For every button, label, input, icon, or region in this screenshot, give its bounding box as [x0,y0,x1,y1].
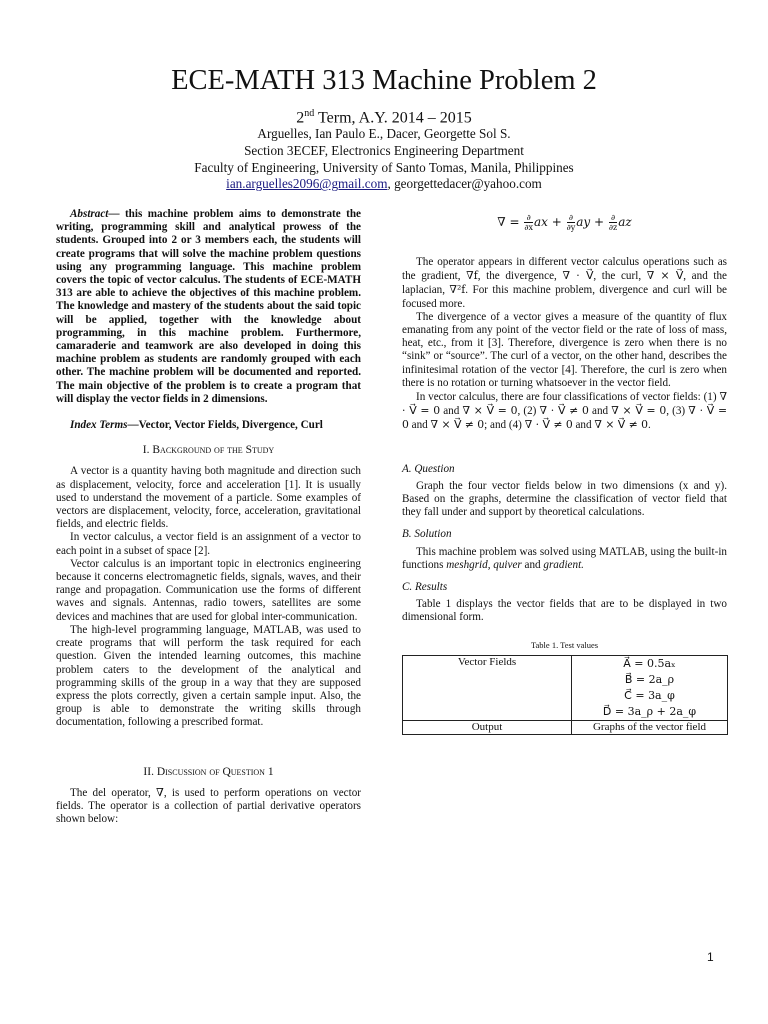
index-terms-label: Index Terms [70,419,128,432]
vector-c-value: C⃗ = 3a_φ [624,688,675,702]
index-terms-dash: — [127,419,139,432]
table-cell-label: Vector Fields [403,655,572,720]
vector-d-value: D⃗ = 3a_ρ + 2a_φ [602,704,697,718]
table-cell-output: Graphs of the vector field [572,720,728,734]
term-ordinal: 2 [296,109,305,127]
author-names: Arguelles, Ian Paulo E., Dacer, Georgette Sol S. [257,126,511,141]
email-separator: , [387,176,395,192]
divergence-math: ∇ · V⃗ [562,269,594,283]
section-1-paragraph: The high-level programming language, MATLAB, was used to create programs that will perform the task required for each question. Given the intended learning outcomes, this machine problem caters to the development of the analytical and programming skills of the group in a way that they are supposed express the plots correctly, given a certain sample input. Also, the group is able to demonstrate the writing skills through documentation, following a prescribed format. [56,623,361,729]
classification-paragraph: In vector calculus, there are four classifications of vector fields: (1) ∇ · V⃗ = 0 and ∇ × V⃗ = 0, (2) ∇ · V⃗ ≠ 0 and ∇ × V⃗ = 0, (3) ∇ · V⃗ = 0 and ∇ × V⃗ ≠ 0; and (4) ∇ · V⃗ ≠ 0 and ∇ × V⃗ ≠ 0. [402,390,728,432]
gradient-math: ∇f [466,269,478,283]
email-dacer: georgettedacer@yahoo.com [394,176,542,192]
partial-z-fraction: $\frac{\partial}{\partial z}$ [608,213,618,232]
abstract-dash: — [108,208,125,220]
results-paragraph: Table 1 displays the vector fields that are to be displayed in two dimensional form. [402,598,727,624]
formula-lhs: ∇ = [497,215,524,229]
subheading-question: A. Question [402,462,455,475]
index-terms [56,419,361,432]
abstract-text: this machine problem aims to demonstrate the writing, programming skill and analytical prowess of the students. Grouped into 2 or 3 members each, the students will create programs that will solve the machine problem questions using any programming language. This machine problem covers the topic of vector calculus. The students of ECE-MATH 313 are able to achieve the objectives of this machine problem. The knowledge and mastery of the students about the said topic will be applied, together with the knowledge about programming, in this machine problem. Furthermore, camaraderie and teamwork are also developed in doing this machine problem as students are randomly grouped with each other. The machine problem will be documented and reported. The main objective of the problem is to create a program that will display the vector fields in 2 dimensions. [56,208,361,405]
term-sup: nd [304,108,315,119]
curl-math: ∇ × V⃗ [646,269,684,283]
term-line [0,104,768,128]
partial-x-fraction: $\frac{\partial}{\partial x}$ [524,213,533,232]
author-section: Section 3ECEF, Electronics Engineering Department [244,142,524,158]
function-gradient: gradient. [543,558,584,571]
table-row [403,720,728,734]
abstract-label: Abstract [70,208,109,220]
vector-b-value: B⃗ = 2a_ρ [624,672,675,686]
laplacian-math: ∇²f [449,283,466,297]
author-emails [0,176,768,193]
partial-y-fraction: $\frac{\partial}{\partial y}$ [566,213,576,232]
author-faculty: Faculty of Engineering, University of Santo Tomas, Manila, Philippines [194,159,574,175]
vector-a-value: A⃗ = 0.5aₓ [623,656,676,670]
page-number: 1 [707,950,714,964]
operator-paragraph: The operator appears in different vector calculus operations such as the gradient, ∇f, the divergence, ∇ · V⃗, the curl, ∇ × V⃗, and the laplacian, ∇²f. For this machine problem, divergence and curl will be focused more. [402,256,727,310]
paper-title: ECE-MATH 313 Machine Problem 2 [171,65,597,96]
subheading-results: C. Results [402,581,448,594]
right-column [402,208,727,735]
email-link-arguelles[interactable]: ian.arguelles2096@gmail.com [226,176,388,192]
table-row [403,655,728,720]
section-1-paragraph: A vector is a quantity having both magnitude and direction such as displacement, velocity, force and acceleration [1]. It is usually used to understand the movement of a particle. Some examples of vectors are displacement, velocity, force, acceleration, gravitational fields, and electric fields. [56,465,361,531]
divergence-paragraph: The divergence of a vector gives a measure of the quantity of flux emanating from any point of the vector field or the rate of loss of mass, heat, etc., from it [3]. Therefore, divergence is zero when there is no “sink” or “source”. The curl of a vector, on the other hand, describes the infinitesimal rotation of the vector [4]. Therefore, the curl is zero when there is no rotation or turning whatsoever in the vector field. [402,310,727,389]
solution-paragraph: This machine problem was solved using MATLAB, using the built-in functions meshgrid, quiver and gradient. [402,545,727,571]
left-column [56,208,361,826]
subheading-solution: B. Solution [402,528,452,541]
table-caption: Table 1. Test values [530,639,599,650]
author-block [0,126,768,193]
table-cell-values [572,655,728,720]
section-2-heading: II. Discussion of Question 1 [143,765,274,778]
section-2-paragraph: The del operator, ∇, is used to perform operations on vector fields. The operator is a collection of partial derivative operators shown below: [56,786,361,826]
function-names: meshgrid, quiver [446,558,522,571]
section-1-heading: I. Background of the Study [142,444,275,457]
question-paragraph: Graph the four vector fields below in two dimensions (x and y). Based on the graphs, determine the classification of vector field that they fall under and support by theoretical calculations. [402,479,727,519]
abstract [56,208,361,406]
section-1-paragraph: In vector calculus, a vector field is an assignment of a vector to each point in a subset of space [2]. [56,531,361,557]
del-operator-formula: ∇ = $\frac{\partial}{\partial x}$ ax + $\frac{\partial}{\partial y}$ ay + $\frac{\partial}{\partial z}$ az [497,213,632,232]
index-terms-text: Vector, Vector Fields, Divergence, Curl [138,419,323,432]
table-cell-label: Output [403,720,572,734]
term-rest: Term, A.Y. 2014 – 2015 [314,109,472,127]
test-values-table [402,655,728,735]
section-1-paragraph: Vector calculus is an important topic in electronics engineering because it concerns electromagnetic fields, signals, waves, and their range and propagation. Communication use the forms of different waves and signals. Antennas, radio towers, satellites are some devices and machines that are used for global inter-communication. [56,557,361,623]
